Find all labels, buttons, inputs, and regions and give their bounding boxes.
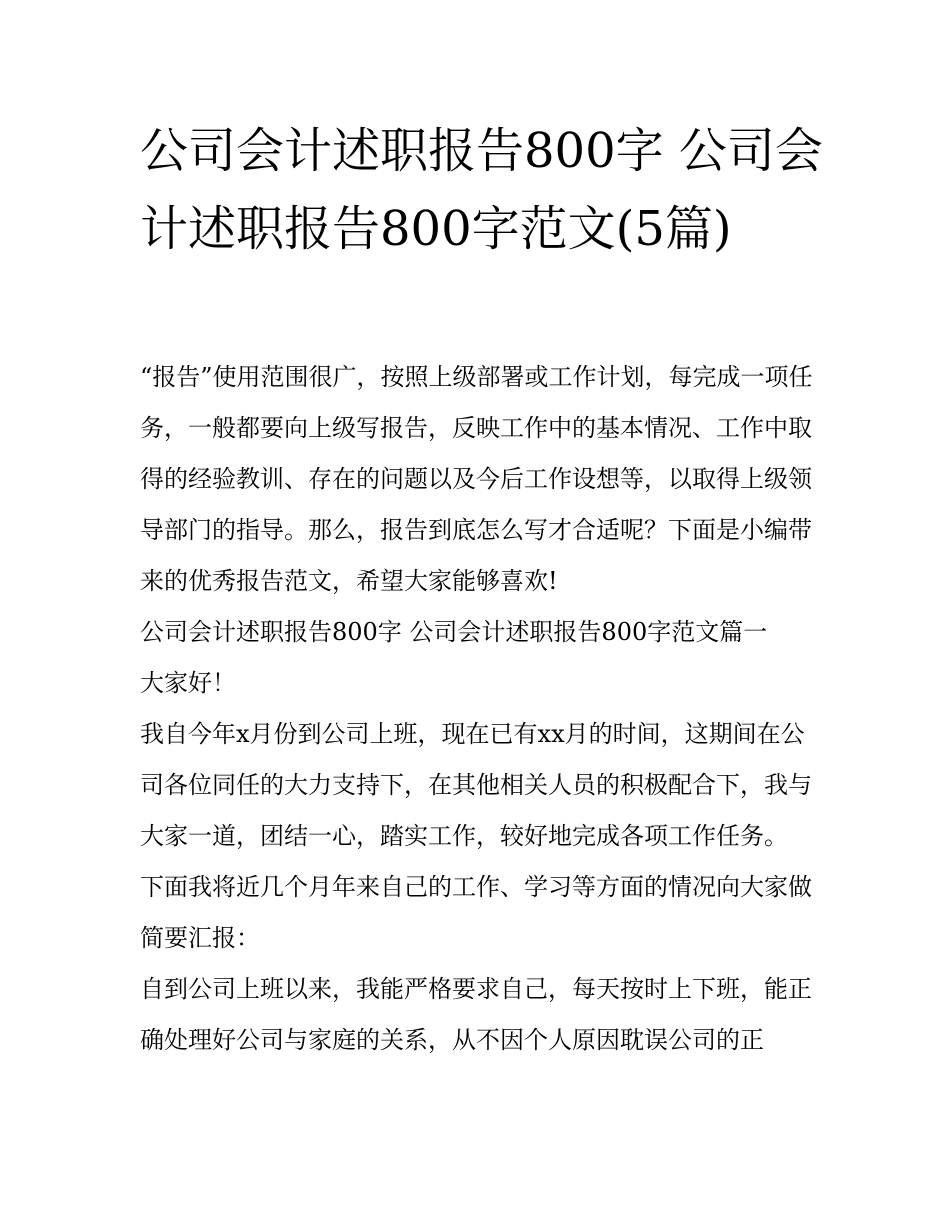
section-heading: 公司会计述职报告800字 公司会计述职报告800字范文篇一 [140,618,768,646]
body-paragraph: 我自今年x月份到公司上班，现在已有xx月的时间，这期间在公司各位同任的大力支持下，在其他相关人员的积极配合下，我与大家一道，团结一心，踏实工作，较好地完成各项工作任务。 [140,720,812,850]
document-body [140,352,820,1066]
body-paragraph: 下面我将近几个月年来自己的工作、学习等方面的情况向大家做简要汇报： [140,873,812,952]
intro-paragraph: “报告”使用范围很广，按照上级部署或工作计划，每完成一项任务，一般都要向上级写报告，反映工作中的基本情况、工作中取得的经验教训、存在的问题以及今后工作设想等，以取得上级领导部门的指导。那么，报告到底怎么写才合适呢？下面是小编带来的优秀报告范文，希望大家能够喜欢! [140,363,813,595]
greeting-paragraph: 大家好！ [140,669,236,697]
document-title: 公司会计述职报告800字 公司会计述职报告800字范文(5篇) [140,123,823,257]
body-paragraph: 自到公司上班以来，我能严格要求自己，每天按时上下班，能正确处理好公司与家庭的关系，从不因个人原因耽误公司的正 [140,975,812,1054]
